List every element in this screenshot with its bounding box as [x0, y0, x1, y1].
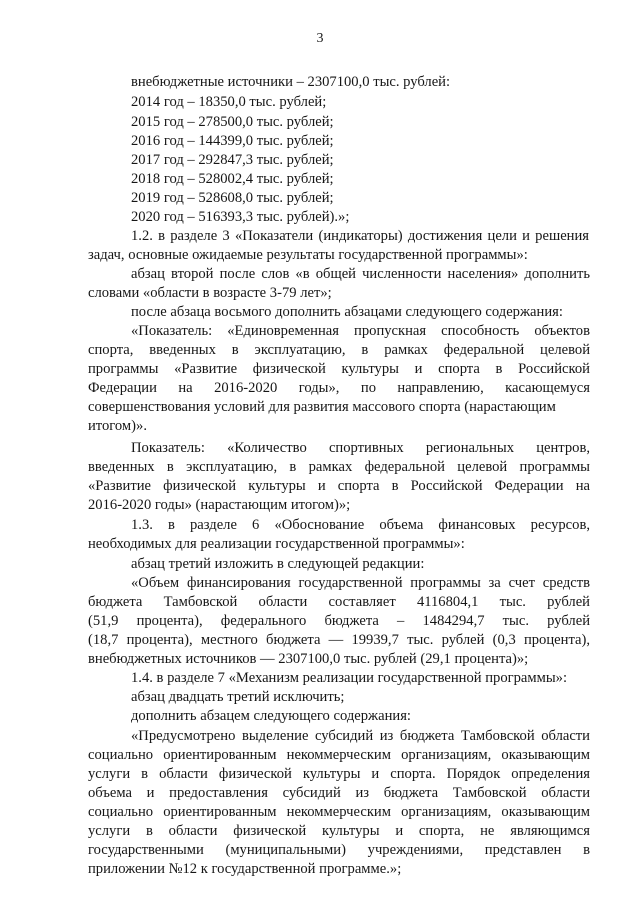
section-1-2-heading: 1.2. в разделе 3 «Показатели (индикаторы) достижения цели и решения	[131, 228, 589, 244]
section-1-2-line: абзац второй после слов «в общей численности населения» дополнить	[131, 266, 590, 282]
section-1-3-line: необходимых для реализации государственной программы»:	[88, 536, 465, 552]
section-1-4-line: абзац двадцать третий исключить;	[131, 689, 345, 705]
subsidy-line: услуги в области физической культуры и спорта, не являющимся	[88, 823, 590, 839]
section-1-4-line: дополнить абзацем следующего содержания:	[131, 708, 411, 724]
subsidy-line: услуги в области физической культуры и спорта. Порядок определения	[88, 766, 590, 782]
indicator-2-line: «Развитие физической культуры и спорта в Российской Федерации на	[88, 478, 590, 494]
subsidy-line: приложении №12 к государственной программе.»;	[88, 861, 402, 877]
financing-line: (18,7 процента), местного бюджета — 19939,7 тыс. рублей (0,3 процента),	[88, 632, 590, 648]
indicator-1-line: итогом)».	[88, 418, 147, 434]
indicator-2-line: Показатель: «Количество спортивных региональных центров,	[131, 440, 590, 456]
section-1-3-heading: 1.3. в разделе 6 «Обоснование объема финансовых ресурсов,	[131, 517, 590, 533]
funding-year-line: 2019 год – 528608,0 тыс. рублей;	[131, 190, 334, 206]
page-number: 3	[316, 31, 324, 46]
financing-line: бюджета Тамбовской области составляет 4116804,1 тыс. рублей	[88, 594, 590, 610]
subsidy-line: объема и предоставления субсидий из бюджета Тамбовской области	[88, 785, 590, 801]
section-1-3-line: абзац третий изложить в следующей редакции:	[131, 556, 425, 572]
subsidy-line: государственными (муниципальными) учреждениями, представлен в	[88, 842, 590, 858]
financing-line: внебюджетных источников — 2307100,0 тыс. рублей (29,1 процента)»;	[88, 651, 529, 667]
funding-year-line: 2020 год – 516393,3 тыс. рублей).»;	[131, 209, 350, 225]
funding-year-line: 2015 год – 278500,0 тыс. рублей;	[131, 114, 334, 130]
financing-line: (51,9 процента), федерального бюджета – 1484294,7 тыс. рублей	[88, 613, 590, 629]
indicator-1-line: совершенствования условий для развития массового спорта (нарастающим	[88, 399, 556, 415]
financing-line: «Объем финансирования государственной программы за счет средств	[131, 575, 590, 591]
subsidy-line: социально ориентированным некоммерческим организациям, оказывающим	[88, 804, 590, 820]
indicator-2-line: введенных в эксплуатацию, в рамках федеральной целевой программы	[88, 459, 590, 475]
section-1-2-line: после абзаца восьмого дополнить абзацами следующего содержания:	[131, 304, 563, 320]
funding-year-line: 2017 год – 292847,3 тыс. рублей;	[131, 152, 334, 168]
indicator-1-line: спорта, введенных в эксплуатацию, в рамках федеральной целевой	[88, 342, 590, 358]
section-1-2-line: задач, основные ожидаемые результаты государственной программы»:	[88, 247, 528, 263]
indicator-2-line: 2016-2020 годы» (нарастающим итогом)»;	[88, 497, 351, 513]
funding-year-line: 2016 год – 144399,0 тыс. рублей;	[131, 133, 334, 149]
subsidy-line: «Предусмотрено выделение субсидий из бюджета Тамбовской области	[131, 728, 590, 744]
funding-header: внебюджетные источники – 2307100,0 тыс. рублей:	[131, 74, 451, 90]
subsidy-line: социально ориентированным некоммерческим организациям, оказывающим	[88, 747, 590, 763]
funding-year-line: 2018 год – 528002,4 тыс. рублей;	[131, 171, 334, 187]
funding-year-line: 2014 год – 18350,0 тыс. рублей;	[131, 94, 327, 110]
section-1-4-heading: 1.4. в разделе 7 «Механизм реализации государственной программы»:	[131, 670, 568, 686]
indicator-1-line: программы «Развитие физической культуры и спорта в Российской	[88, 361, 590, 377]
indicator-1-line: «Показатель: «Единовременная пропускная способность объектов	[131, 323, 590, 339]
section-1-2-line: словами «области в возрасте 3-79 лет»;	[88, 285, 332, 301]
indicator-1-line: Федерации на 2016-2020 годы», по направлению, касающемуся	[88, 380, 590, 396]
